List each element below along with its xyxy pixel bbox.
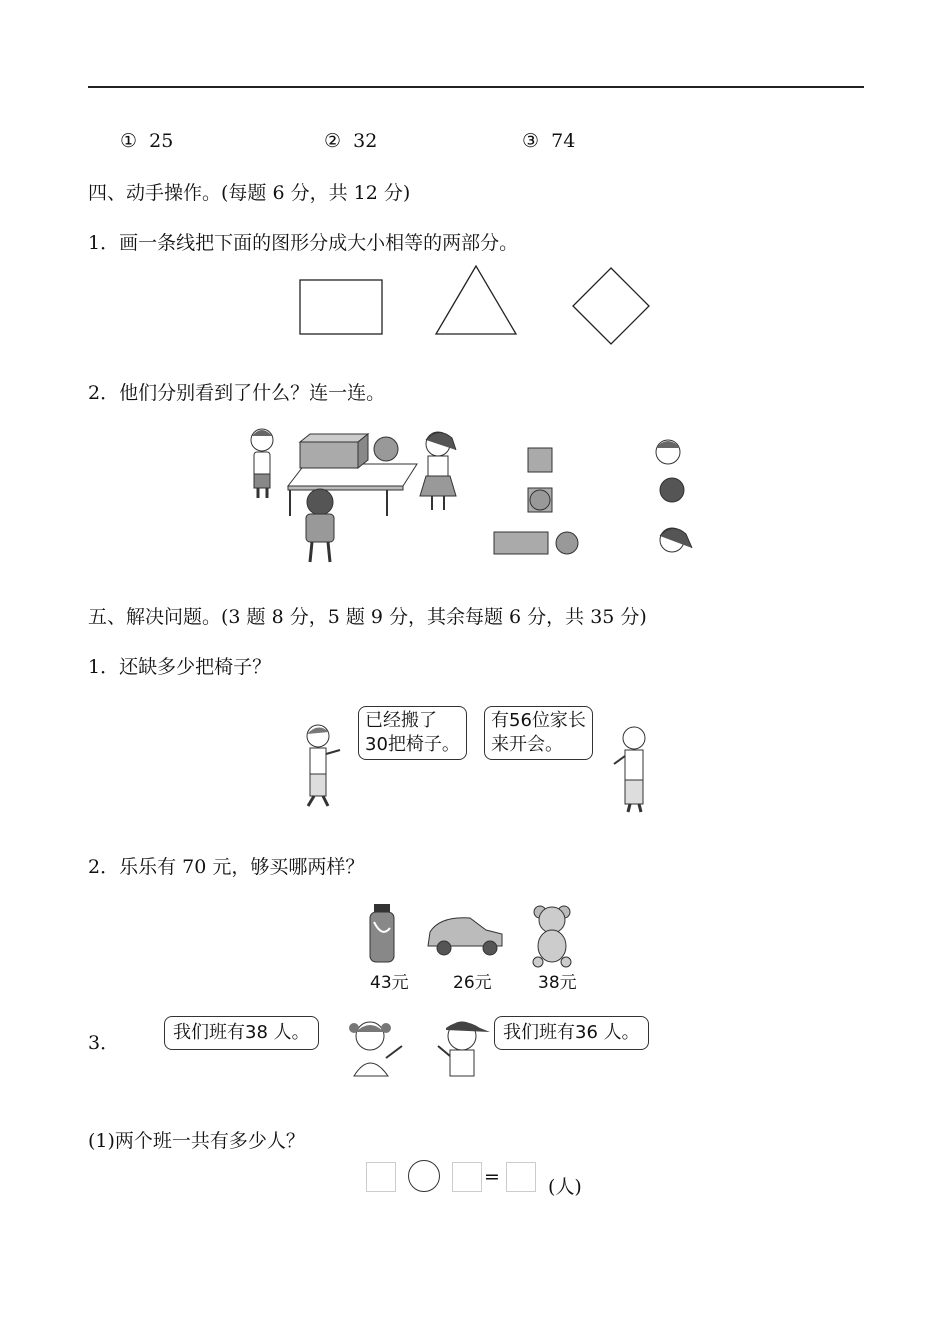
boy-cap-speaker (432, 1014, 494, 1084)
rectangle-shape (300, 280, 382, 334)
sub-question-1: (1)两个班一共有多少人？ (88, 1130, 305, 1152)
teddy-bear-icon (533, 906, 571, 967)
head-boy-back (660, 478, 684, 502)
bubble-class-36: 我们班有36 人。 (494, 1016, 649, 1050)
view-square-ball (530, 490, 550, 510)
section5-q2: 2．乐乐有 70 元，够买哪两样？ (88, 856, 365, 878)
section4-q2: 2．他们分别看到了什么？连一连。 (88, 382, 386, 404)
section4-q1: 1．画一条线把下面的图形分成大小相等的两部分。 (88, 232, 519, 254)
goods-figure (362, 900, 592, 970)
head-boy-face (656, 440, 680, 464)
option-2: ② 32 (324, 130, 378, 152)
section5-title: 五、解决问题。(3 题 8 分，5 题 9 分，其余每题 6 分，共 35 分) (88, 606, 647, 628)
answer-box-result[interactable] (506, 1162, 536, 1192)
diamond-shape (573, 268, 649, 344)
bubble-parents: 有56位家长 来开会。 (484, 706, 593, 760)
toy-car-icon (428, 918, 502, 955)
shapes-figure (290, 258, 670, 353)
view-square (528, 448, 552, 472)
section5-q3: 3． (88, 1032, 120, 1054)
price-car: 26元 (453, 973, 492, 993)
operator-circle[interactable] (408, 1160, 440, 1192)
man-speaker-right (612, 724, 660, 814)
price-thermos: 43元 (370, 973, 409, 993)
section5-q1: 1．还缺多少把椅子？ (88, 656, 272, 678)
girl-figure (420, 432, 456, 510)
triangle-shape (436, 266, 516, 334)
unit-label: (人) (548, 1176, 582, 1198)
price-bear: 38元 (538, 973, 577, 993)
thermos-icon (370, 904, 394, 962)
view-matching-figure (240, 424, 710, 574)
section4-title: 四、动手操作。(每题 6 分，共 12 分) (88, 182, 411, 204)
equals-sign: = (484, 1166, 500, 1188)
answer-box-2[interactable] (452, 1162, 482, 1192)
bubble-chairs: 已经搬了 30把椅子。 (358, 706, 467, 760)
option-3: ③ 74 (522, 130, 576, 152)
head-girl-face (660, 528, 692, 552)
boy-back-figure (306, 489, 334, 562)
boy-speaker-left (296, 722, 346, 810)
bubble-class-38: 我们班有38 人。 (164, 1016, 319, 1050)
option-1: ① 25 (120, 130, 174, 152)
answer-box-1[interactable] (366, 1162, 396, 1192)
boy-left-figure (251, 429, 273, 498)
girl-speaker (340, 1014, 410, 1084)
view-rect-ball (556, 532, 578, 554)
header-rule (88, 86, 864, 88)
view-rect (494, 532, 548, 554)
